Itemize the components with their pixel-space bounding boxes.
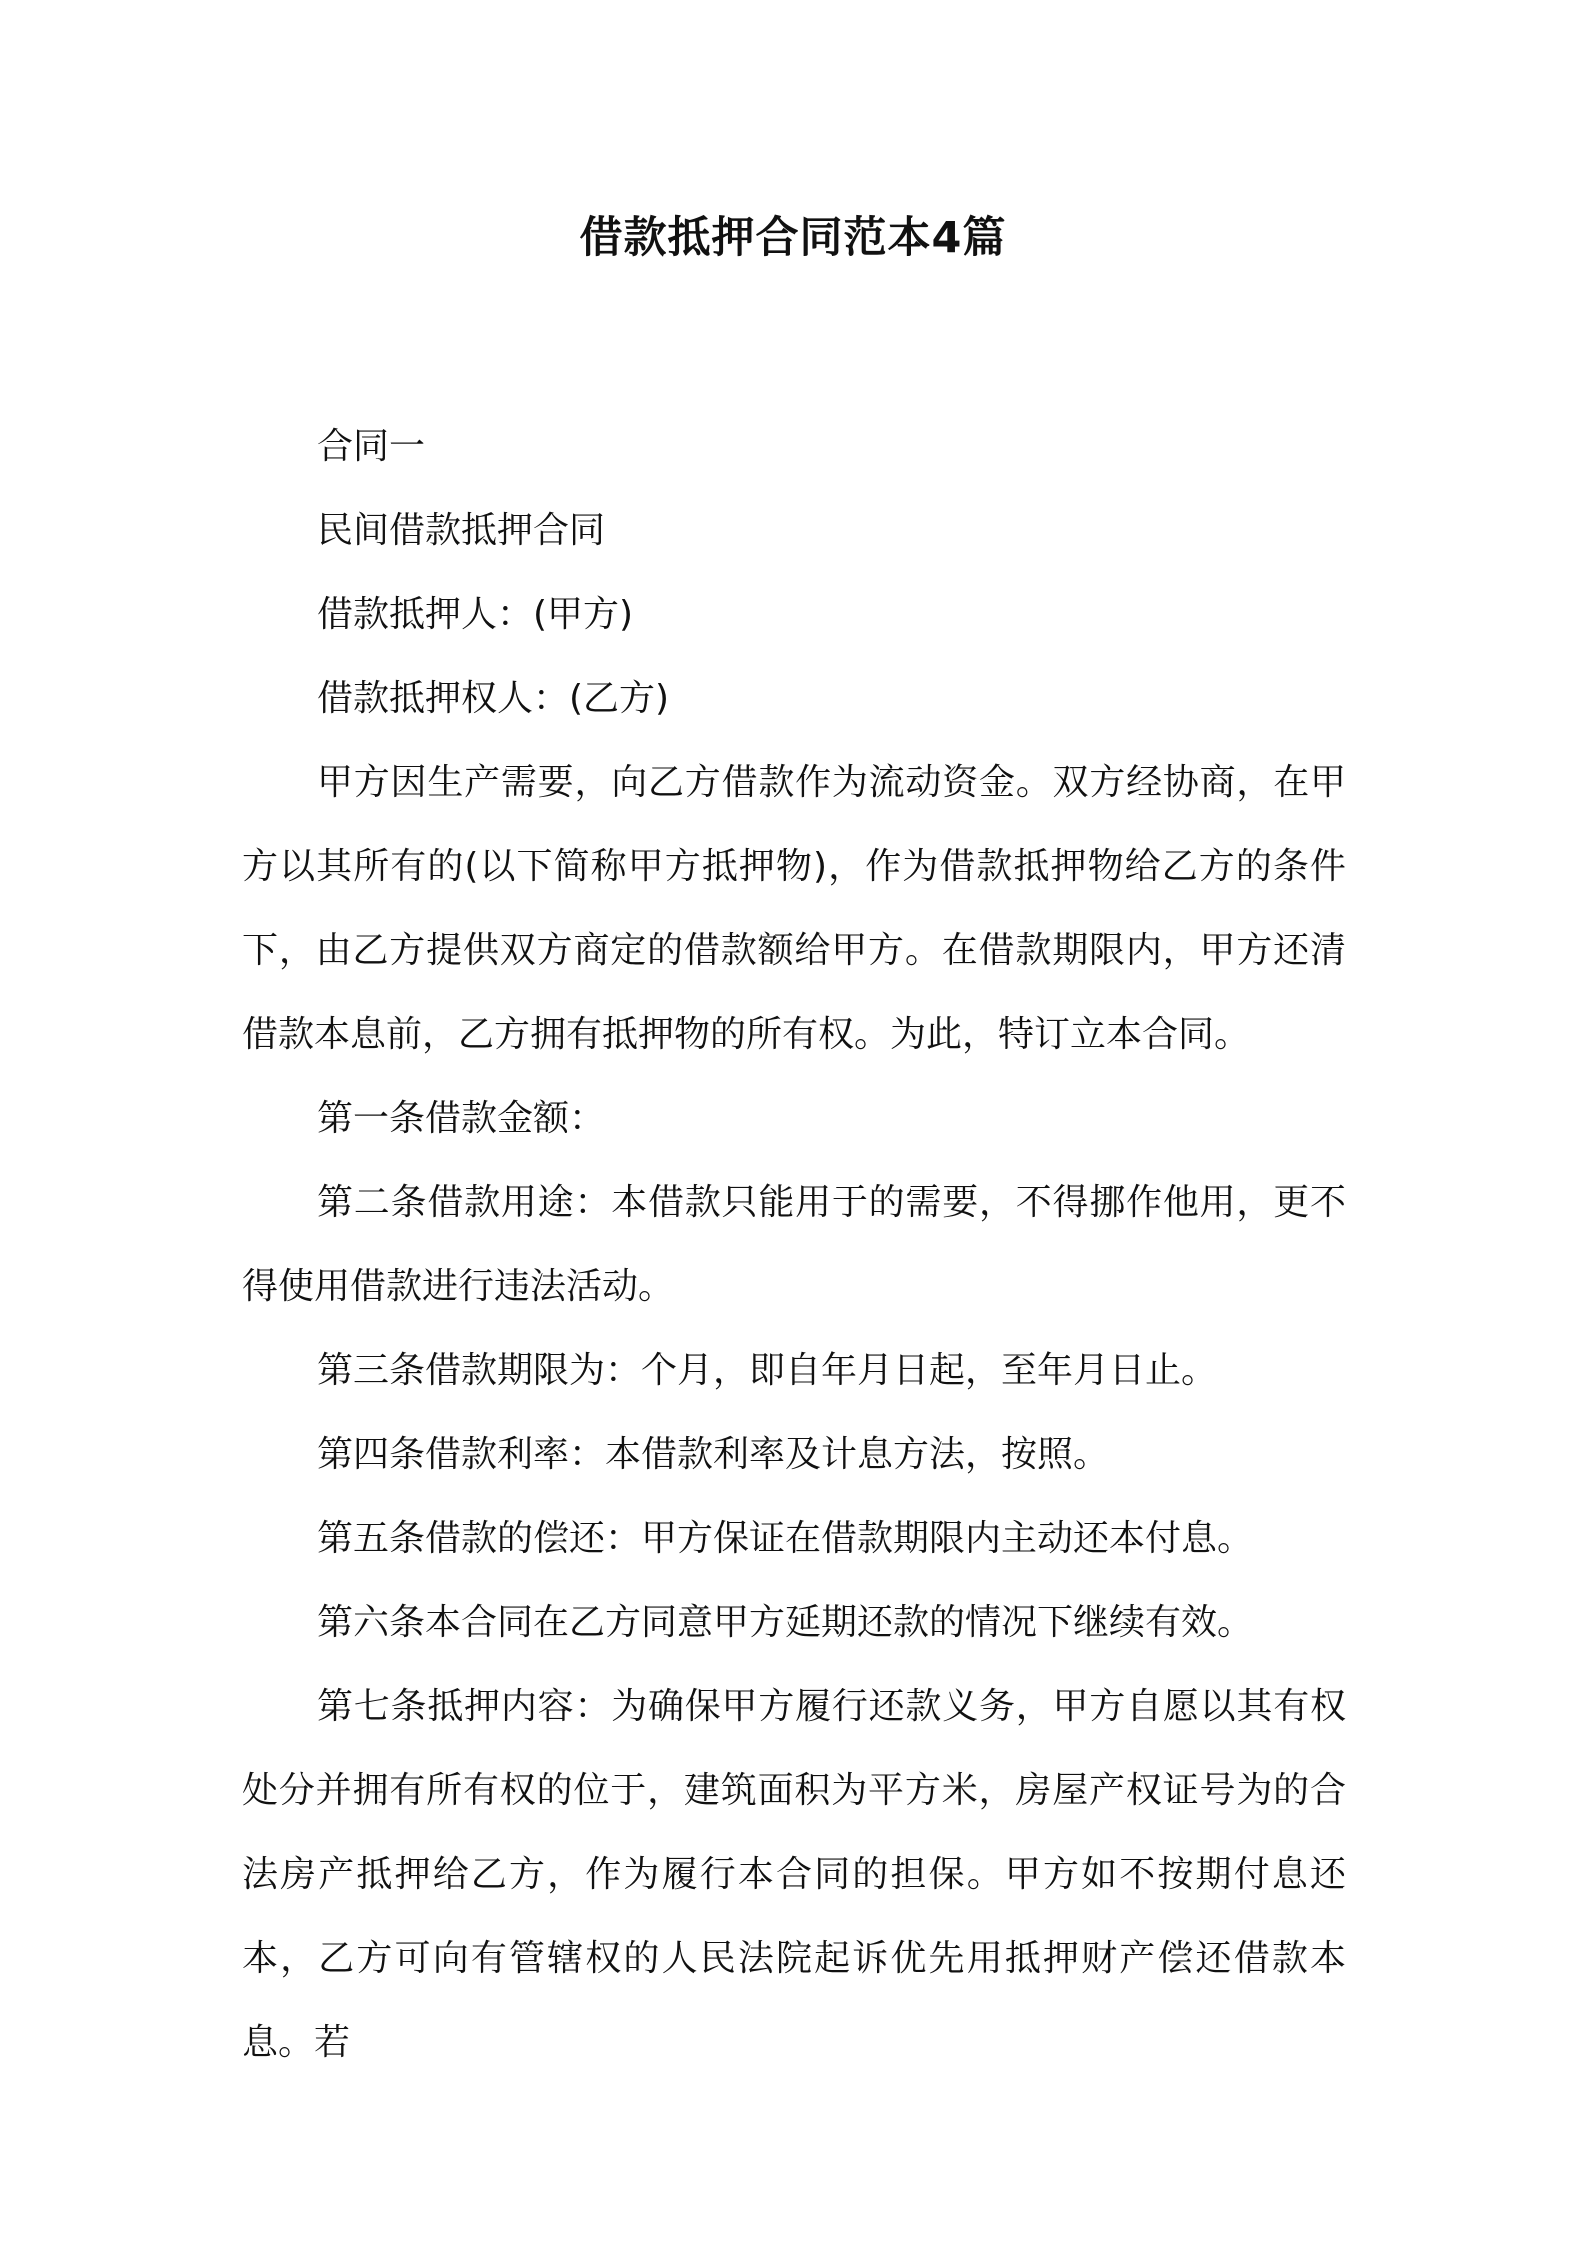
article-3: 第三条借款期限为：个月，即自年月日起，至年月日止。 (317, 1350, 1218, 1391)
article-4: 第四条借款利率：本借款利率及计息方法，按照。 (317, 1434, 1110, 1475)
document-body (242, 405, 1346, 2085)
preamble-paragraph: 甲方因生产需要，向乙方借款作为流动资金。双方经协商，在甲方以其所有的(以下简称甲方抵押物)，作为借款抵押物给乙方的条件下，由乙方提供双方商定的借款额给甲方。在借款期限内，甲方还清借款本息前，乙方拥有抵押物的所有权。为此，特订立本合同。 (242, 762, 1346, 1055)
article-2: 第二条借款用途：本借款只能用于的需要，不得挪作他用，更不得使用借款进行违法活动。 (242, 1182, 1346, 1307)
party-a-line: 借款抵押人：(甲方) (317, 594, 634, 635)
contract-name: 民间借款抵押合同 (317, 510, 606, 551)
article-5: 第五条借款的偿还：甲方保证在借款期限内主动还本付息。 (317, 1518, 1254, 1559)
party-b-line: 借款抵押权人：(乙方) (317, 678, 670, 719)
article-1: 第一条借款金额： (317, 1098, 606, 1139)
article-7: 第七条抵押内容：为确保甲方履行还款义务，甲方自愿以其有权处分并拥有所有权的位于，建筑面积为平方米，房屋产权证号为的合法房产抵押给乙方，作为履行本合同的担保。甲方如不按期付息还本，乙方可向有管辖权的人民法院起诉优先用抵押财产偿还借款本息。若 (242, 1686, 1346, 2063)
document-title: 借款抵押合同范本4篇 (579, 213, 1007, 263)
section-heading: 合同一 (317, 426, 426, 467)
article-6: 第六条本合同在乙方同意甲方延期还款的情况下继续有效。 (317, 1602, 1254, 1643)
